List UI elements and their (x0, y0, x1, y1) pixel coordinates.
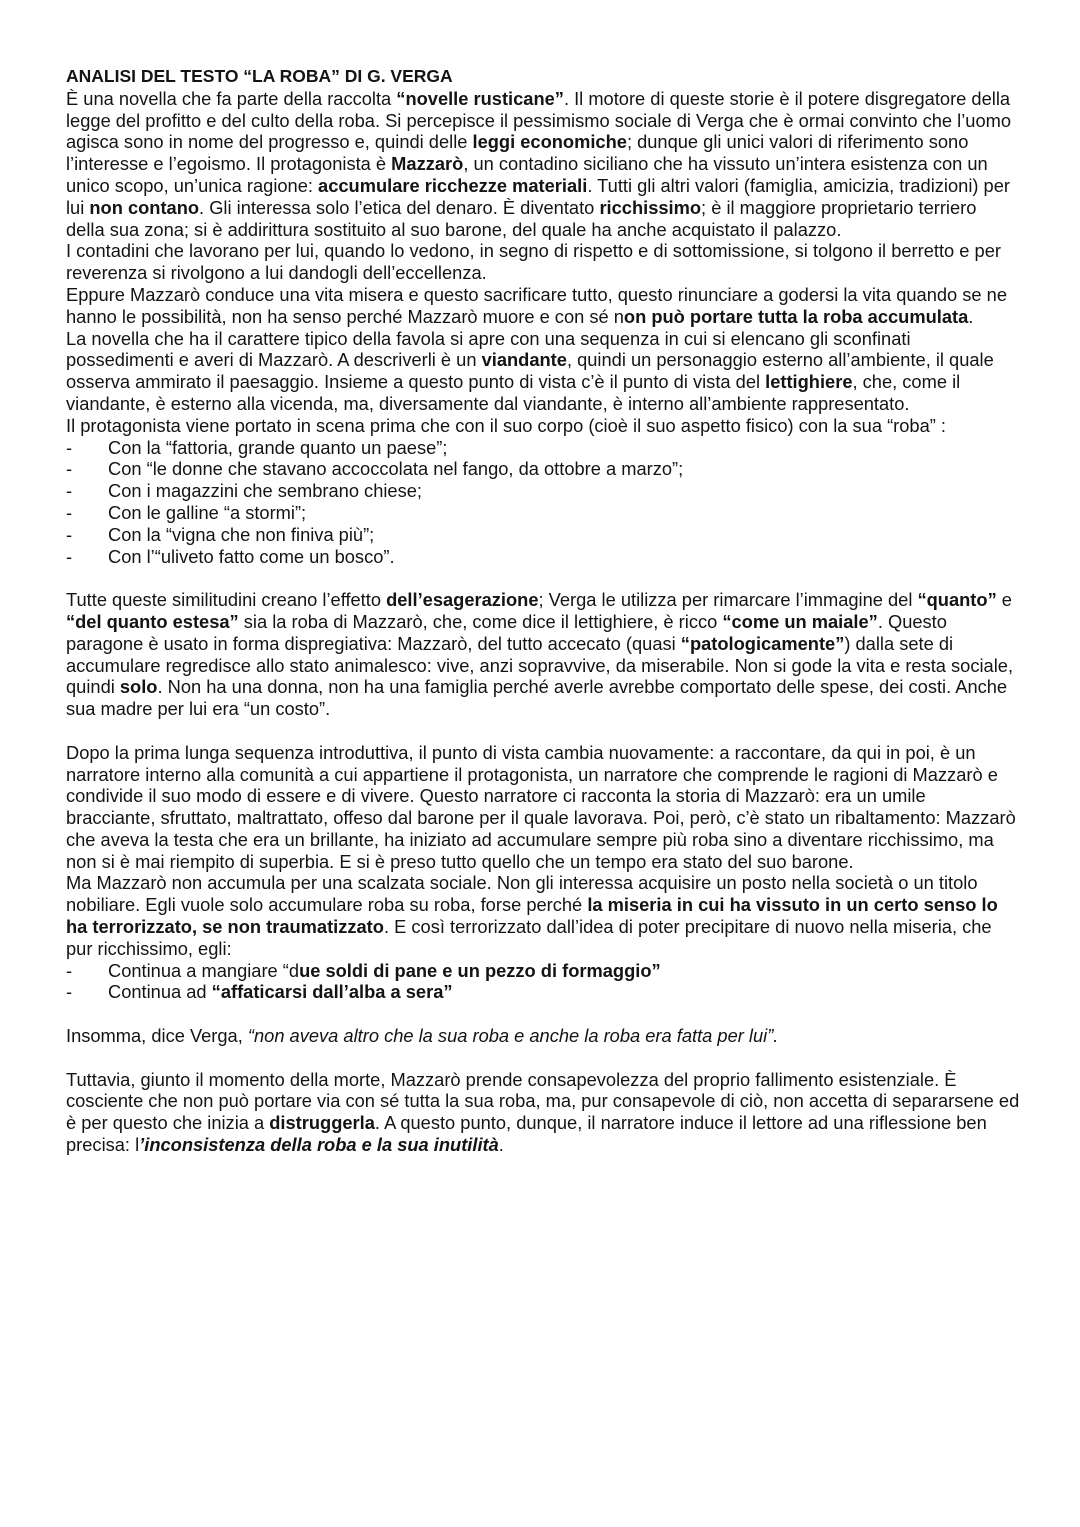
paragraph-intro (66, 88, 1020, 241)
spacer (66, 567, 1020, 589)
list-item (66, 480, 1020, 502)
paragraph-vita-misera (66, 284, 1020, 328)
list-item (66, 524, 1020, 546)
text-run-bold: solo (119, 676, 158, 698)
list-item (66, 458, 1020, 480)
bullet-dash: - (66, 480, 73, 502)
list-item (66, 960, 1020, 982)
text-run-italic: “non aveva altro che la sua roba e anche la roba era fatta per lui”. (247, 1025, 779, 1047)
text-run: La novella che ha il carattere tipico della favola si apre con una sequenza in cui si elencano gli sconfinati possedimenti e averi di Mazzarò. A descriverli è un (66, 327, 911, 371)
text-run-bold: distruggerla (269, 1112, 375, 1134)
text-run: sia la roba di Mazzarò, che, come dice il lettighiere, è ricco (238, 610, 723, 632)
text-run-bold: viandante (481, 349, 567, 371)
text-run: . Gli interessa solo l’etica del denaro. È diventato (199, 196, 600, 218)
text-run: Dopo la prima lunga sequenza introduttiva, il punto di vista cambia nuovamente: a raccontare, da qui in poi, è un narratore interno alla comunità a cui appartiene il protagonista, un narratore che comprende le ragioni di Mazzarò e condivide il suo modo di essere e di vivere. Questo narratore ci racconta la storia di Mazzarò: era un umile bracciante, sfruttato, maltrattato, offeso dal barone per il quale lavorava. Poi, però, c’è stato un ribaltamento: Mazzarò che aveva la testa che era un brillante, ha iniziato ad accumulare sempre più roba sino a diventare ricchissimo, ma non si è mai riempito di superbia. E si è preso tutto quello che un tempo era stato del suo barone. (66, 741, 1016, 872)
paragraph-citazione (66, 1025, 1020, 1047)
text-run: . Il motore di queste storie è il potere disgregatore della legge del profitto e del culto della roba. Si percepisce il pessimismo sociale di Verga che è ormai convinto che l’uomo agisca sono in nome del progresso e, quindi delle (66, 87, 1012, 153)
text-run: ; dunque gli unici valori di riferimento sono l’interesse e l’egoismo. Il protagonista è (66, 131, 969, 175)
spacer (66, 1047, 1020, 1069)
bullet-dash: - (66, 458, 73, 480)
text-run: Continua ad (108, 981, 212, 1003)
text-run-bold: on può portare tutta la roba accumulata (623, 305, 969, 327)
text-run: Con i magazzini che sembrano chiese; (108, 480, 422, 502)
text-run-bold: “come un maiale” (722, 610, 878, 632)
text-run-bold: Mazzarò (391, 153, 464, 175)
paragraph-protagonista (66, 415, 1020, 437)
text-run: , un contadino siciliano che ha vissuto un’intera esistenza con un unico scopo, un’unica ragione: (66, 153, 988, 196)
text-run: . Questo paragone è usato in forma dispregiativa: Mazzarò, del tutto accecato (quasi (66, 610, 947, 654)
list-item (66, 546, 1020, 568)
spacer (66, 1003, 1020, 1025)
text-run-bold: leggi economiche (472, 131, 627, 153)
text-run: Continua a mangiare “d (108, 959, 300, 981)
text-run: Con le galline “a stormi”; (108, 501, 307, 523)
text-run: , quindi un personaggio esterno all’ambiente, il quale osserva ammirato il paesaggio. Insieme a questo punto di vista c’è il punto di vista del (66, 349, 994, 393)
text-run-bold: “novelle rusticane” (396, 87, 564, 109)
text-run: ; Verga le utilizza per rimarcare l’immagine del (538, 589, 918, 611)
text-run: I contadini che lavorano per lui, quando lo vedono, in segno di rispetto e di sottomissione, si tolgono il berretto e per reverenza si rivolgono a lui dandogli dell’eccellenza. (66, 240, 1001, 284)
bullet-dash: - (66, 545, 73, 567)
paragraph-accumulo (66, 872, 1020, 959)
document-title: ANALISI DEL TESTO “LA ROBA” DI G. VERGA (66, 66, 453, 86)
bullet-dash: - (66, 981, 73, 1003)
bullet-dash: - (66, 959, 73, 981)
text-run: Il protagonista viene portato in scena prima che con il suo corpo (cioè il suo aspetto fisico) con la sua “roba” : (66, 414, 946, 436)
text-run: ) dalla sete di accumulare regredisce allo stato animalesco: vive, anzi sopravvive, da miserabile. Non si gode la vita e resta sociale, quindi (66, 632, 1014, 698)
text-run-bold: accumulare ricchezze materiali (318, 174, 588, 196)
text-run-bold: ricchissimo (599, 196, 702, 218)
text-run-bold: “quanto” (917, 589, 997, 611)
bullet-dash: - (66, 436, 73, 458)
list-item (66, 502, 1020, 524)
behaviour-list (66, 960, 1020, 1004)
text-run-bold: non contano (89, 196, 200, 218)
paragraph-similitudini (66, 589, 1020, 720)
text-run: . E così terrorizzato dall’idea di poter precipitare di nuovo nella miseria, che pur ricchissimo, egli: (66, 916, 992, 959)
paragraph-narratore (66, 742, 1020, 873)
text-run-bold: ue soldi di pane e un pezzo di formaggio” (299, 959, 661, 981)
spacer (66, 720, 1020, 742)
text-run: Eppure Mazzarò conduce una vita misera e questo sacrificare tutto, questo rinunciare a godersi la vita quando se ne hanno le possibilità, non ha senso perché Mazzarò muore e con sé n (66, 283, 1008, 327)
bullet-dash: - (66, 501, 73, 523)
paragraph-conclusione (66, 1069, 1020, 1156)
text-run: . (968, 305, 974, 327)
list-item (66, 981, 1020, 1003)
text-run: ; è il maggiore proprietario terriero della sua zona; si è addirittura sostituito al suo barone, del quale ha anche acquistato il palazzo. (66, 196, 977, 240)
list-item (66, 437, 1020, 459)
paragraph-struttura (66, 328, 1020, 415)
text-run: Con l’“uliveto fatto come un bosco”. (108, 545, 395, 567)
text-run: . Non ha una donna, non ha una famiglia perché averle avrebbe comportato delle spese, dei costi. Anche sua madre per lui era “un costo”. (66, 676, 1008, 720)
text-run-bold: “del quanto estesa” (66, 610, 239, 632)
text-run-emphasis: ’inconsistenza della roba e la sua inutilità (139, 1134, 499, 1156)
text-run-bold: lettighiere (765, 371, 853, 393)
possessions-list (66, 437, 1020, 568)
text-run: Tuttavia, giunto il momento della morte, Mazzarò prende consapevolezza del proprio fallimento esistenziale. È cosciente che non può portare via con sé tutta la sua roba, ma, pur consapevole di ciò, non accetta di separarsene ed è per questo che inizia a (66, 1068, 1020, 1134)
bullet-dash: - (66, 523, 73, 545)
text-run-bold: “patologicamente” (680, 632, 845, 654)
text-run: . (498, 1134, 504, 1156)
text-run: È una novella che fa parte della raccolta (66, 87, 397, 109)
text-run-bold: “affaticarsi dall’alba a sera” (211, 981, 453, 1003)
text-run-bold (139, 1134, 499, 1155)
text-run: , che, come il viandante, è esterno alla vicenda, ma, diversamente dal viandante, è interno all’ambiente rappresentato. (66, 371, 961, 414)
text-run: Tutte queste similitudini creano l’effetto (66, 589, 387, 611)
text-run: Con la “fattoria, grande quanto un paese”; (108, 436, 448, 458)
text-run: Con “le donne che stavano accoccolata nel fango, da ottobre a marzo”; (108, 458, 684, 480)
text-run: Insomma, dice Verga, (66, 1025, 248, 1047)
text-run: . Tutti gli altri valori (famiglia, amicizia, tradizioni) per lui (66, 174, 1010, 218)
text-run: Ma Mazzarò non accumula per una scalzata sociale. Non gli interessa acquisire un posto nella società o un titolo nobiliare. Egli vuole solo accumulare roba su roba, forse perché (66, 872, 978, 916)
text-run: . A questo punto, dunque, il narratore induce il lettore ad una riflessione ben precisa: l (66, 1112, 987, 1156)
text-run: Con la “vigna che non finiva più”; (108, 523, 375, 545)
paragraph-contadini (66, 240, 1020, 284)
text-run-bold: la miseria in cui ha vissuto in un certo senso lo ha terrorizzato, se non traumatizzato (66, 894, 998, 938)
text-run-bold: dell’esagerazione (386, 589, 539, 611)
text-run: e (996, 589, 1012, 611)
